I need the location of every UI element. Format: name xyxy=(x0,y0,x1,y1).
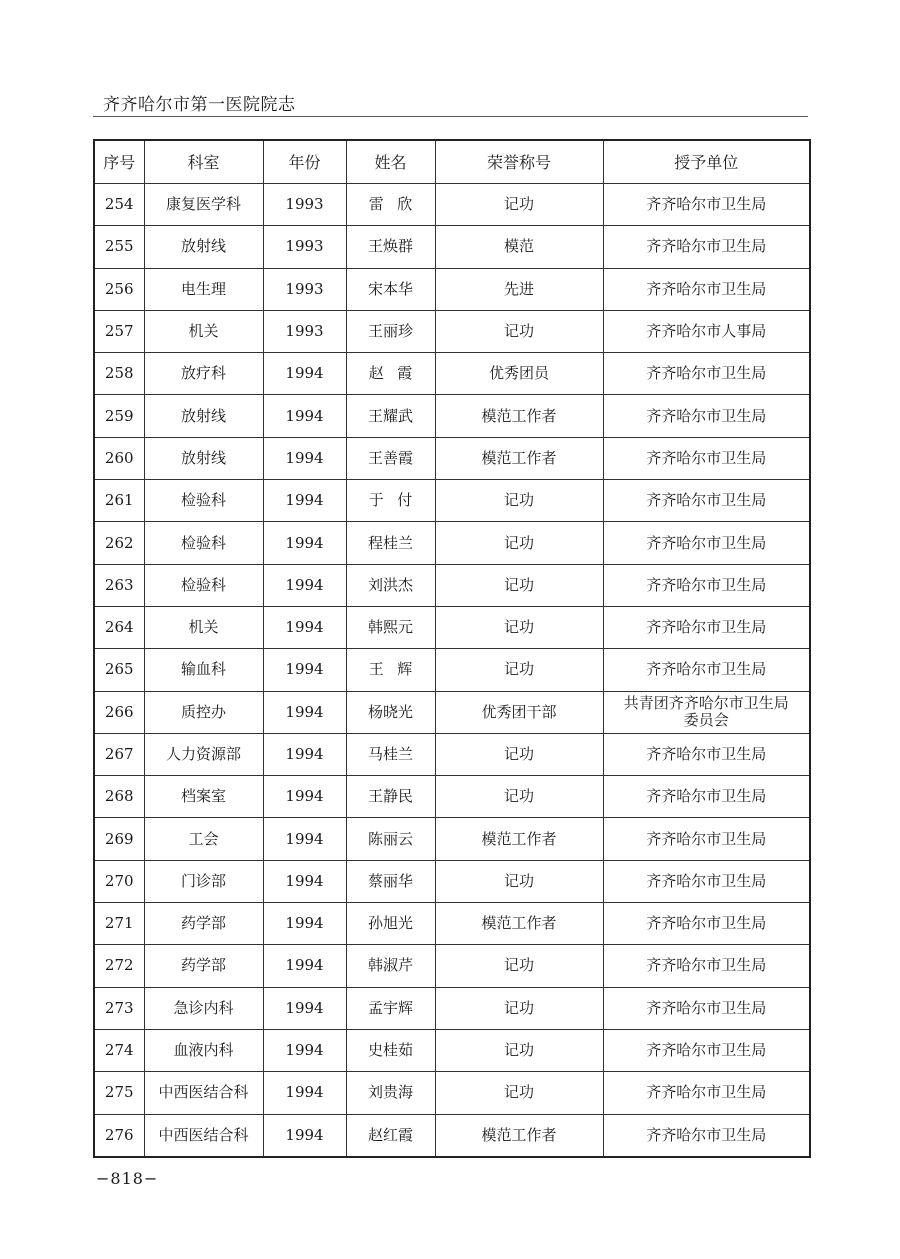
cell-year: 1994 xyxy=(263,564,346,606)
cell-name: 韩熙元 xyxy=(346,606,435,648)
table-header xyxy=(94,140,810,184)
table-row xyxy=(94,606,810,648)
cell-year: 1994 xyxy=(263,1029,346,1071)
cell-name: 刘贵海 xyxy=(346,1072,435,1114)
table-row xyxy=(94,564,810,606)
cell-no: 263 xyxy=(94,564,144,606)
cell-honor: 记功 xyxy=(435,522,603,564)
cell-honor: 模范工作者 xyxy=(435,903,603,945)
cell-honor: 记功 xyxy=(435,1072,603,1114)
cell-unit: 齐齐哈尔市卫生局 xyxy=(603,987,810,1029)
cell-name: 孙旭光 xyxy=(346,903,435,945)
table-row xyxy=(94,184,810,226)
cell-dept: 血液内科 xyxy=(144,1029,263,1071)
cell-no: 266 xyxy=(94,691,144,733)
cell-year: 1993 xyxy=(263,268,346,310)
cell-name-text: 赵霞 xyxy=(368,364,426,383)
table-row xyxy=(94,437,810,479)
cell-year: 1994 xyxy=(263,353,346,395)
table-row xyxy=(94,395,810,437)
cell-year: 1993 xyxy=(263,184,346,226)
cell-honor: 记功 xyxy=(435,564,603,606)
cell-honor: 记功 xyxy=(435,184,603,226)
cell-year: 1994 xyxy=(263,987,346,1029)
cell-name: 马桂兰 xyxy=(346,733,435,775)
cell-honor: 先进 xyxy=(435,268,603,310)
cell-unit: 齐齐哈尔市卫生局 xyxy=(603,1114,810,1157)
column-header-name: 姓名 xyxy=(346,140,435,184)
cell-name xyxy=(346,353,435,395)
table-row xyxy=(94,903,810,945)
header-row xyxy=(94,140,810,184)
cell-unit: 齐齐哈尔市卫生局 xyxy=(603,733,810,775)
cell-year: 1993 xyxy=(263,310,346,352)
cell-name: 宋本华 xyxy=(346,268,435,310)
cell-dept: 急诊内科 xyxy=(144,987,263,1029)
cell-honor: 优秀团员 xyxy=(435,353,603,395)
cell-no: 264 xyxy=(94,606,144,648)
table-row xyxy=(94,818,810,860)
cell-dept: 检验科 xyxy=(144,564,263,606)
cell-unit: 齐齐哈尔市卫生局 xyxy=(603,860,810,902)
cell-unit: 齐齐哈尔市卫生局 xyxy=(603,649,810,691)
cell-no: 254 xyxy=(94,184,144,226)
column-header-dept: 科室 xyxy=(144,140,263,184)
cell-unit: 齐齐哈尔市卫生局 xyxy=(603,395,810,437)
cell-dept: 放射线 xyxy=(144,395,263,437)
cell-dept: 检验科 xyxy=(144,480,263,522)
column-header-year: 年份 xyxy=(263,140,346,184)
cell-unit: 齐齐哈尔市卫生局 xyxy=(603,268,810,310)
cell-honor: 记功 xyxy=(435,860,603,902)
cell-name: 赵红霞 xyxy=(346,1114,435,1157)
cell-no: 265 xyxy=(94,649,144,691)
cell-year: 1994 xyxy=(263,733,346,775)
cell-year: 1994 xyxy=(263,1072,346,1114)
cell-name: 王丽珍 xyxy=(346,310,435,352)
cell-year: 1994 xyxy=(263,522,346,564)
cell-no: 273 xyxy=(94,987,144,1029)
cell-honor: 优秀团干部 xyxy=(435,691,603,733)
header-rule xyxy=(93,116,808,117)
cell-dept: 药学部 xyxy=(144,903,263,945)
cell-dept: 检验科 xyxy=(144,522,263,564)
cell-name: 杨晓光 xyxy=(346,691,435,733)
cell-unit: 齐齐哈尔市卫生局 xyxy=(603,945,810,987)
cell-honor: 模范工作者 xyxy=(435,395,603,437)
cell-dept: 机关 xyxy=(144,310,263,352)
table-row xyxy=(94,691,810,733)
cell-honor: 记功 xyxy=(435,733,603,775)
cell-name: 王耀武 xyxy=(346,395,435,437)
cell-no: 275 xyxy=(94,1072,144,1114)
cell-no: 261 xyxy=(94,480,144,522)
cell-year: 1994 xyxy=(263,1114,346,1157)
table-row xyxy=(94,310,810,352)
cell-dept: 中西医结合科 xyxy=(144,1114,263,1157)
cell-name: 刘洪杰 xyxy=(346,564,435,606)
table-row xyxy=(94,1072,810,1114)
cell-dept: 康复医学科 xyxy=(144,184,263,226)
cell-dept: 药学部 xyxy=(144,945,263,987)
cell-unit: 齐齐哈尔市卫生局 xyxy=(603,1072,810,1114)
cell-unit: 齐齐哈尔市卫生局 xyxy=(603,564,810,606)
cell-year: 1994 xyxy=(263,903,346,945)
cell-dept: 工会 xyxy=(144,818,263,860)
cell-unit: 齐齐哈尔市卫生局 xyxy=(603,353,810,395)
cell-name: 王焕群 xyxy=(346,226,435,268)
cell-no: 268 xyxy=(94,776,144,818)
cell-unit-line-1: 共青团齐齐哈尔市卫生局 xyxy=(623,694,789,713)
cell-no: 276 xyxy=(94,1114,144,1157)
cell-dept: 放疗科 xyxy=(144,353,263,395)
table-row xyxy=(94,480,810,522)
cell-unit: 齐齐哈尔市卫生局 xyxy=(603,606,810,648)
cell-honor: 模范工作者 xyxy=(435,818,603,860)
cell-no: 260 xyxy=(94,437,144,479)
cell-name: 程桂兰 xyxy=(346,522,435,564)
column-header-no: 序号 xyxy=(94,140,144,184)
cell-name-text: 王辉 xyxy=(368,660,426,679)
cell-no: 262 xyxy=(94,522,144,564)
cell-dept: 人力资源部 xyxy=(144,733,263,775)
cell-no: 267 xyxy=(94,733,144,775)
cell-dept: 电生理 xyxy=(144,268,263,310)
cell-year: 1994 xyxy=(263,776,346,818)
cell-year: 1994 xyxy=(263,860,346,902)
cell-unit: 齐齐哈尔市卫生局 xyxy=(603,226,810,268)
running-header-title: 齐齐哈尔市第一医院院志 xyxy=(103,95,296,115)
cell-year: 1994 xyxy=(263,395,346,437)
cell-dept: 放射线 xyxy=(144,437,263,479)
cell-dept: 门诊部 xyxy=(144,860,263,902)
cell-honor: 记功 xyxy=(435,310,603,352)
table-row xyxy=(94,522,810,564)
cell-name: 蔡丽华 xyxy=(346,860,435,902)
table-body xyxy=(94,184,810,1157)
table-row xyxy=(94,987,810,1029)
cell-no: 270 xyxy=(94,860,144,902)
cell-honor: 记功 xyxy=(435,987,603,1029)
cell-name: 韩淑芹 xyxy=(346,945,435,987)
cell-name: 史桂茹 xyxy=(346,1029,435,1071)
cell-no: 272 xyxy=(94,945,144,987)
page-number: −818− xyxy=(96,1169,159,1188)
honors-table xyxy=(93,139,811,1158)
cell-dept: 档案室 xyxy=(144,776,263,818)
cell-honor: 记功 xyxy=(435,480,603,522)
column-header-unit: 授予单位 xyxy=(603,140,810,184)
cell-honor: 模范 xyxy=(435,226,603,268)
table-row xyxy=(94,733,810,775)
cell-name-text: 雷欣 xyxy=(368,195,426,214)
cell-dept: 质控办 xyxy=(144,691,263,733)
cell-unit: 齐齐哈尔市卫生局 xyxy=(603,522,810,564)
cell-name xyxy=(346,184,435,226)
cell-no: 256 xyxy=(94,268,144,310)
cell-unit: 齐齐哈尔市卫生局 xyxy=(603,903,810,945)
cell-no: 269 xyxy=(94,818,144,860)
table-row xyxy=(94,649,810,691)
cell-honor: 记功 xyxy=(435,776,603,818)
cell-no: 271 xyxy=(94,903,144,945)
table-row xyxy=(94,226,810,268)
cell-honor: 记功 xyxy=(435,945,603,987)
cell-unit: 齐齐哈尔市卫生局 xyxy=(603,480,810,522)
cell-no: 274 xyxy=(94,1029,144,1071)
cell-no: 255 xyxy=(94,226,144,268)
cell-unit: 齐齐哈尔市人事局 xyxy=(603,310,810,352)
cell-name: 孟宇辉 xyxy=(346,987,435,1029)
cell-honor: 记功 xyxy=(435,606,603,648)
cell-name-text: 于付 xyxy=(368,491,426,510)
cell-dept: 中西医结合科 xyxy=(144,1072,263,1114)
cell-name: 陈丽云 xyxy=(346,818,435,860)
cell-unit: 齐齐哈尔市卫生局 xyxy=(603,437,810,479)
table-row xyxy=(94,268,810,310)
cell-year: 1994 xyxy=(263,818,346,860)
cell-year: 1994 xyxy=(263,649,346,691)
cell-unit: 齐齐哈尔市卫生局 xyxy=(603,184,810,226)
cell-year: 1994 xyxy=(263,945,346,987)
cell-no: 259 xyxy=(94,395,144,437)
cell-honor: 记功 xyxy=(435,1029,603,1071)
cell-unit-line-2: 委员会 xyxy=(683,711,729,730)
cell-name xyxy=(346,649,435,691)
cell-year: 1994 xyxy=(263,437,346,479)
cell-no: 257 xyxy=(94,310,144,352)
cell-year: 1994 xyxy=(263,480,346,522)
cell-name xyxy=(346,480,435,522)
table-row xyxy=(94,1114,810,1157)
cell-honor: 模范工作者 xyxy=(435,1114,603,1157)
cell-honor: 记功 xyxy=(435,649,603,691)
cell-unit: 齐齐哈尔市卫生局 xyxy=(603,1029,810,1071)
column-header-honor: 荣誉称号 xyxy=(435,140,603,184)
table-row xyxy=(94,776,810,818)
table-row xyxy=(94,945,810,987)
cell-unit: 齐齐哈尔市卫生局 xyxy=(603,818,810,860)
cell-year: 1994 xyxy=(263,606,346,648)
cell-year: 1994 xyxy=(263,691,346,733)
table-row xyxy=(94,860,810,902)
cell-dept: 放射线 xyxy=(144,226,263,268)
table-row xyxy=(94,1029,810,1071)
cell-unit: 齐齐哈尔市卫生局 xyxy=(603,776,810,818)
cell-year: 1993 xyxy=(263,226,346,268)
cell-name: 王善霞 xyxy=(346,437,435,479)
cell-no: 258 xyxy=(94,353,144,395)
table-row xyxy=(94,353,810,395)
cell-dept: 输血科 xyxy=(144,649,263,691)
cell-honor: 模范工作者 xyxy=(435,437,603,479)
cell-dept: 机关 xyxy=(144,606,263,648)
cell-name: 王静民 xyxy=(346,776,435,818)
cell-unit xyxy=(603,691,810,733)
